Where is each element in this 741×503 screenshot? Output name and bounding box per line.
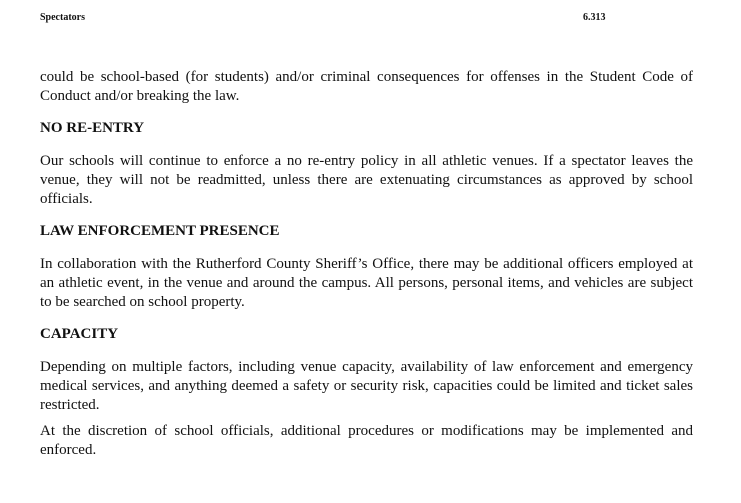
section-capacity — [40, 325, 693, 460]
section-paragraph: In collaboration with the Rutherford County Sheriff’s Office, there may be additional officers employed at an athletic event, in the venue and around the campus. All persons, personal items, and vehicles are subject to be searched on school property. — [40, 256, 693, 310]
header-policy-number: 6.313 — [583, 12, 606, 23]
section-law-enforcement-presence — [40, 222, 693, 312]
section-heading: LAW ENFORCEMENT PRESENCE — [40, 223, 280, 239]
section-no-re-entry — [40, 119, 693, 209]
section-paragraph: At the discretion of school officials, additional procedures or modifications may be implemented and enforced. — [40, 423, 693, 458]
section-heading: CAPACITY — [40, 326, 119, 342]
intro-paragraph: could be school-based (for students) and/or criminal consequences for offenses in the Student Code of Conduct and/or breaking the law. — [40, 69, 693, 104]
header-section-title: Spectators — [40, 12, 85, 23]
document-body — [40, 68, 693, 460]
section-paragraph: Our schools will continue to enforce a no re-entry policy in all athletic venues. If a spectator leaves the venue, they will not be readmitted, unless there are extenuating circumstances as approved by school officials. — [40, 153, 693, 207]
section-paragraph: Depending on multiple factors, including venue capacity, availability of law enforcement and emergency medical services, and anything deemed a safety or security risk, capacities could be limited and ticket sales restricted. — [40, 359, 693, 413]
section-heading: NO RE-ENTRY — [40, 120, 145, 136]
